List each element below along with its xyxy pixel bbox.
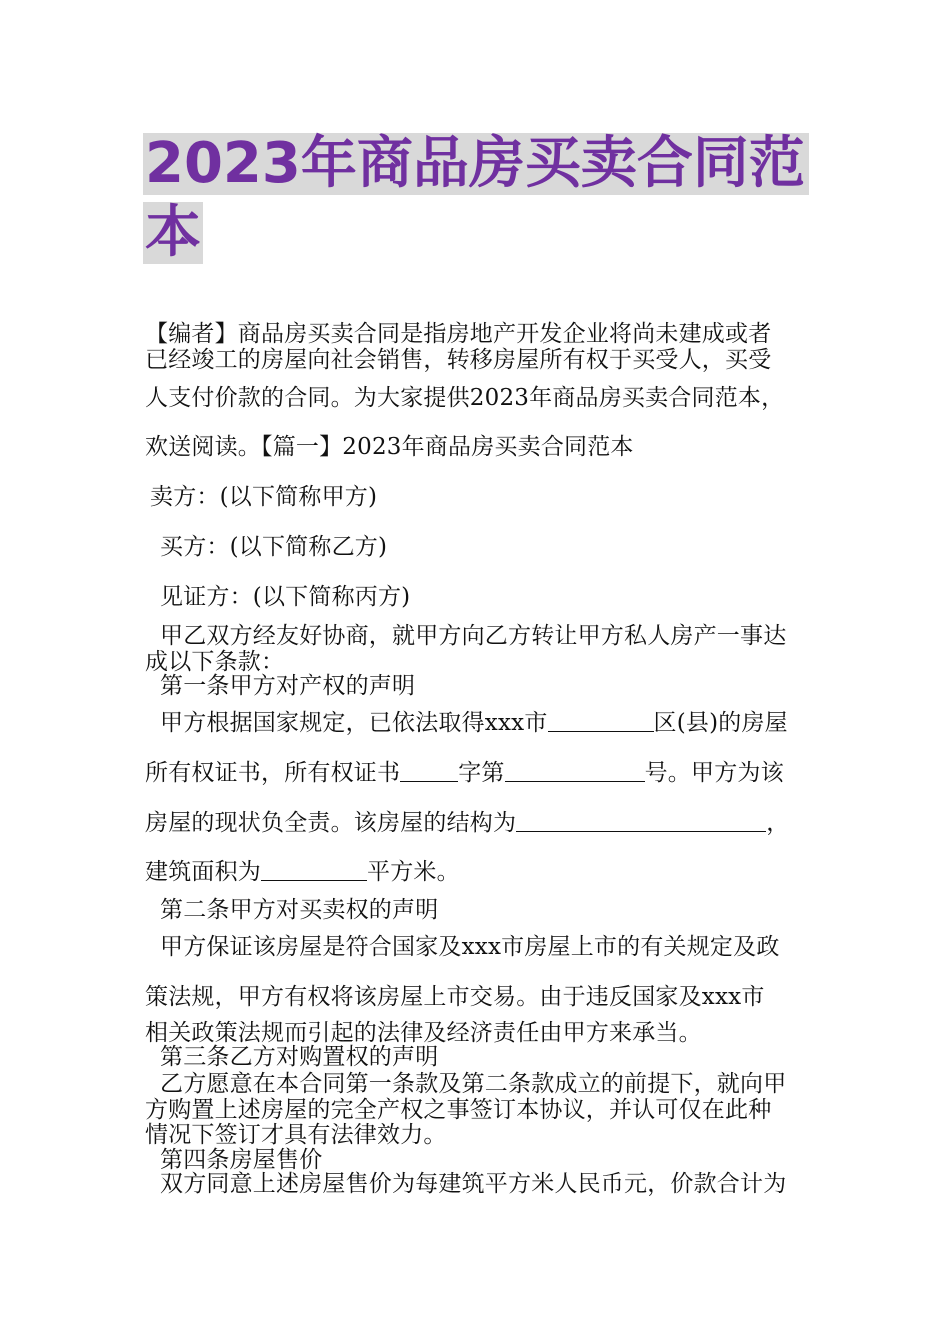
- blank-structure: [516, 809, 766, 832]
- party-seller: 卖方：(以下简称甲方): [150, 484, 378, 510]
- article-1-line-4: [145, 858, 460, 886]
- article-1-line-1: [160, 709, 788, 737]
- intro-line-1: 【编者】商品房买卖合同是指房地产开发企业将尚未建成或者: [145, 321, 772, 347]
- article-3-heading: 第三条乙方对购置权的声明: [160, 1044, 439, 1070]
- article-4-heading: 第四条房屋售价: [160, 1147, 323, 1173]
- blank-floor-area: [261, 858, 367, 881]
- article-1-line-4-text-b: 平方米。: [367, 859, 460, 885]
- intro-line-3: 人支付价款的合同。为大家提供2023年商品房买卖合同范本，: [145, 385, 785, 411]
- article-3-line-3: 情况下签订才具有法律效力。: [145, 1122, 447, 1148]
- intro-line-4: 欢送阅读。【篇一】2023年商品房买卖合同范本: [145, 434, 634, 460]
- article-1-line-1-text-b: 区(县)的房屋: [653, 710, 788, 736]
- article-1-line-1-text-a: 甲方根据国家规定，已依法取得xxx市: [160, 710, 548, 736]
- article-2-line-2: 策法规，甲方有权将该房屋上市交易。由于违反国家及xxx市: [145, 984, 765, 1010]
- article-1-line-3-text-b: ，: [766, 810, 790, 836]
- blank-certificate-prefix: [400, 759, 458, 782]
- article-3-line-1: 乙方愿意在本合同第一条款及第二条款成立的前提下，就向甲: [160, 1071, 787, 1097]
- party-buyer: 买方：(以下简称乙方): [160, 534, 388, 560]
- article-1-line-3-text-a: 房屋的现状负全责。该房屋的结构为: [145, 810, 517, 836]
- article-2-heading: 第二条甲方对买卖权的声明: [160, 897, 439, 923]
- document-title-line-2: 本: [145, 200, 201, 265]
- article-2-line-1: 甲方保证该房屋是符合国家及xxx市房屋上市的有关规定及政: [160, 934, 780, 960]
- document-title-line-1: 2023年商品房买卖合同范: [143, 133, 809, 195]
- preamble-line-1: 甲乙双方经友好协商，就甲方向乙方转让甲方私人房产一事达: [160, 623, 787, 649]
- article-1-line-2-text-b: 字第: [458, 760, 505, 786]
- article-1-line-2-text-c: 号。甲方为该: [644, 760, 784, 786]
- preamble-line-2: 成以下条款：: [145, 649, 285, 675]
- blank-certificate-number: [505, 759, 645, 782]
- blank-city-district: [548, 709, 654, 732]
- party-witness: 见证方：(以下简称丙方): [160, 584, 411, 610]
- article-4-line-1: 双方同意上述房屋售价为每建筑平方米人民币元，价款合计为: [160, 1171, 787, 1197]
- article-3-line-2: 方购置上述房屋的完全产权之事签订本协议，并认可仅在此种: [145, 1097, 772, 1123]
- article-1-line-3: [145, 809, 789, 837]
- article-1-heading: 第一条甲方对产权的声明: [160, 673, 416, 699]
- article-1-line-4-text-a: 建筑面积为: [145, 859, 261, 885]
- article-2-line-3: 相关政策法规而引起的法律及经济责任由甲方来承当。: [145, 1020, 702, 1046]
- intro-line-2: 已经竣工的房屋向社会销售，转移房屋所有权于买受人，买受: [145, 347, 772, 373]
- article-1-line-2: [145, 759, 784, 787]
- article-1-line-2-text-a: 所有权证书，所有权证书: [145, 760, 401, 786]
